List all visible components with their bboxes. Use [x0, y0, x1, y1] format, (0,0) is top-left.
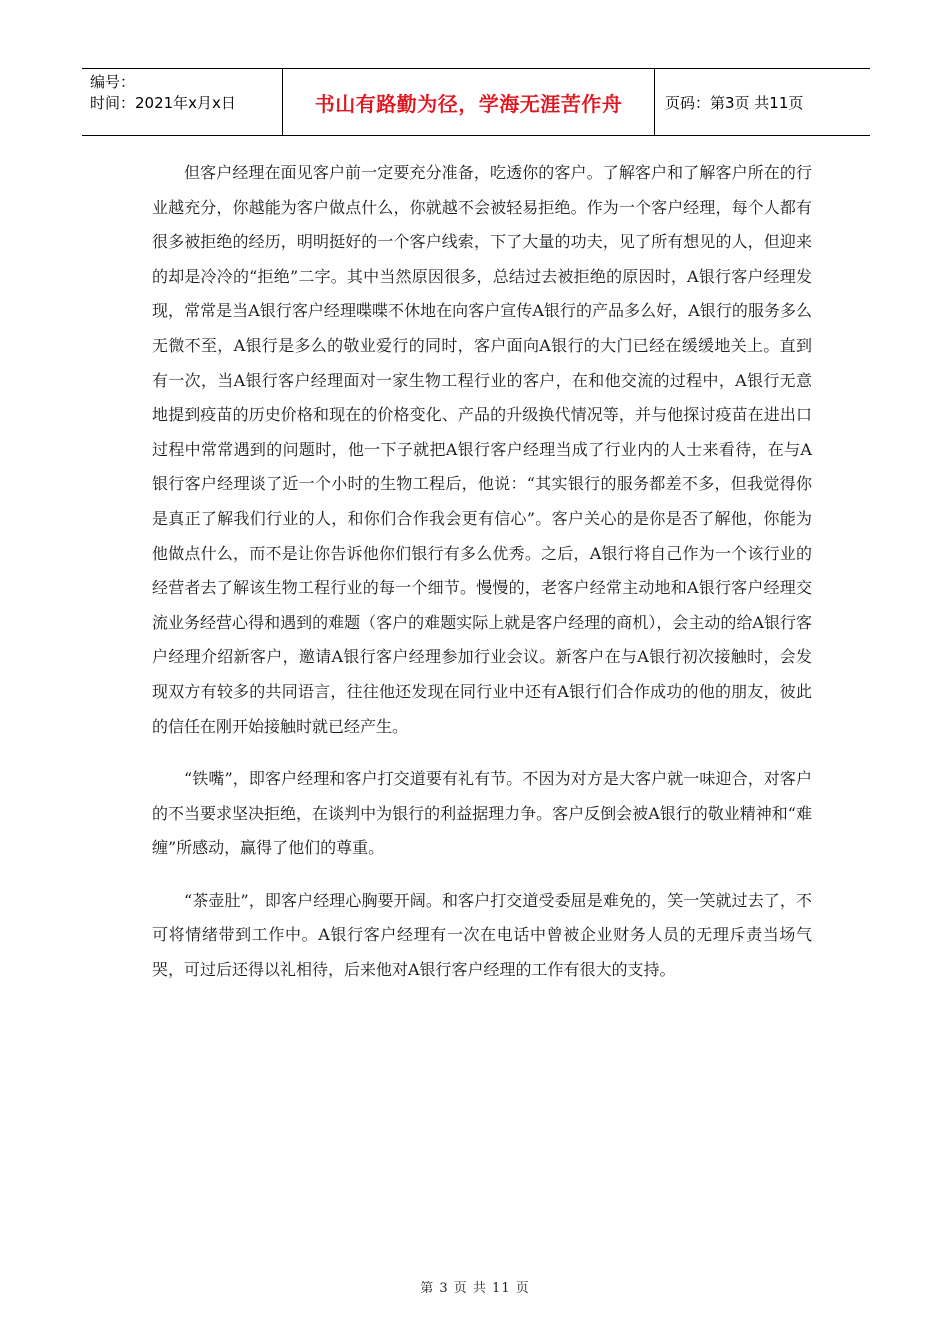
page-footer: 第 3 页 共 11 页	[420, 1281, 530, 1296]
body-paragraph: “铁嘴”，即客户经理和客户打交道要有礼有节。不因为对方是大客户就一味迎合，对客户的不当要求坚决拒绝，在谈判中为银行的利益据理力争。客户反倒会被A银行的敬业精神和“难缠”所感动，赢得了他们的尊重。	[152, 769, 812, 858]
body-paragraph: “茶壶肚”，即客户经理心胸要开阔。和客户打交道受委屈是难免的，笑一笑就过去了，不可将情绪带到工作中。A银行客户经理有一次在电话中曾被企业财务人员的无理斥责当场气哭，可过后还得以礼相待，后来他对A银行客户经理的工作有很大的支持。	[152, 890, 812, 980]
header-page-info: 页码：第3页 共11页	[665, 93, 804, 112]
document-header	[82, 68, 870, 136]
document-number-label: 编号：	[90, 73, 136, 91]
document-date-label: 时间：2021年x月x日	[90, 94, 236, 112]
header-motto: 书山有路勤为径，学海无涯苦作舟	[282, 69, 655, 135]
body-paragraph: 但客户经理在面见客户前一定要充分准备，吃透你的客户。了解客户和了解客户所在的行业越充分，你越能为客户做点什么，你就越不会被轻易拒绝。作为一个客户经理，每个人都有很多被拒绝的经历，明明挺好的一个客户线索，下了大量的功夫，见了所有想见的人，但迎来的却是冷冷的“拒绝”二字。其中当然原因很多，总结过去被拒绝的原因时，A银行客户经理发现，常常是当A银行客户经理喋喋不休地在向客户宣传A银行的产品多么好，A银行的服务多么无微不至，A银行是多么的敬业爱行的同时，客户面向A银行的大门已经在缓缓地关上。直到有一次，当A银行客户经理面对一家生物工程行业的客户，在和他交流的过程中，A银行无意地提到疫苗的历史价格和现在的价格变化、产品的升级换代情况等，并与他探讨疫苗在进出口过程中常常遇到的问题时，他一下子就把A银行客户经理当成了行业内的人士来看待，在与A银行客户经理谈了近一个小时的生物工程后，他说：“其实银行的服务都差不多，但我觉得你是真正了解我们行业的人，和你们合作我会更有信心”。客户关心的是你是否了解他，你能为他做点什么，而不是让你告诉他你们银行有多么优秀。之后，A银行将自己作为一个该行业的经营者去了解该生物工程行业的每一个细节。慢慢的，老客户经常主动地和A银行客户经理交流业务经营心得和遇到的难题（客户的难题实际上就是客户经理的商机），会主动的给A银行客户经理介绍新客户，邀请A银行客户经理参加行业会议。新客户在与A银行初次接触时，会发现双方有较多的共同语言，往往他还发现在同行业中还有A银行们合作成功的他的朋友，彼此的信任在刚开始接触时就已经产生。	[152, 163, 812, 736]
document-body	[152, 156, 812, 1006]
header-meta	[82, 69, 282, 135]
